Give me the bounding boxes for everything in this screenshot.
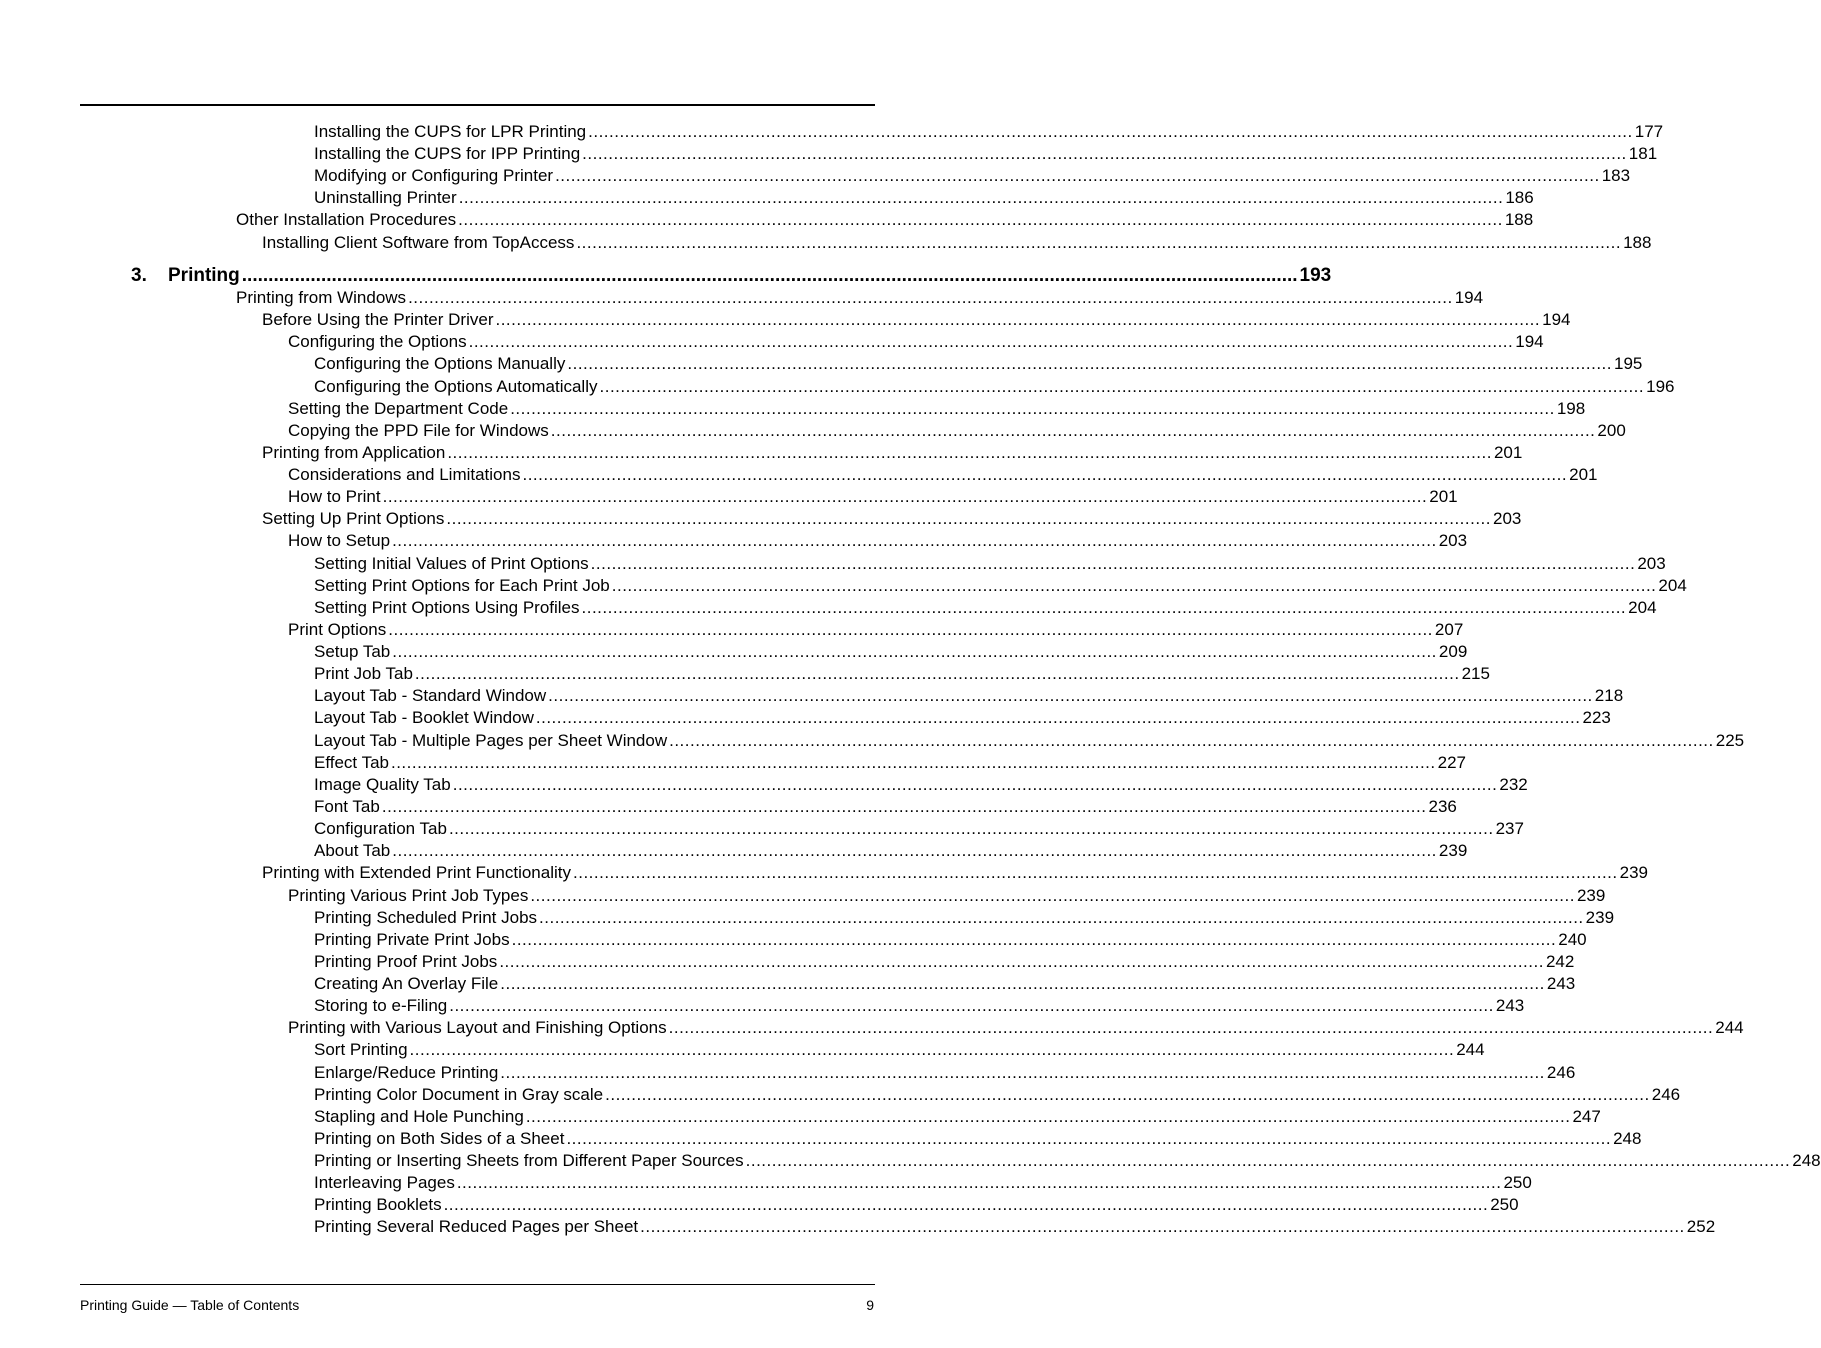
toc-entry[interactable] <box>314 1039 1485 1061</box>
dot-leader: ........................................................................................................................................................................................................ <box>495 310 1541 330</box>
toc-entry[interactable] <box>314 752 1466 774</box>
dot-leader: ........................................................................................................................................................................................................ <box>500 1062 1545 1082</box>
dot-leader: ........................................................................................................................................................................................................ <box>566 1128 1612 1148</box>
toc-entry[interactable] <box>288 398 1586 420</box>
dot-leader: ........................................................................................................................................................................................................ <box>567 354 1613 374</box>
toc-entry-title: Setting Print Options for Each Print Job <box>314 575 610 595</box>
toc-entry-page-number: 236 <box>1428 796 1457 816</box>
toc-entry-page-number: 196 <box>1646 376 1675 396</box>
toc-entry-title: Installing the CUPS for LPR Printing <box>314 122 587 141</box>
toc-entry-title: Printing with Various Layout and Finishing Options <box>288 1018 667 1038</box>
toc-entry[interactable] <box>314 641 1468 663</box>
toc-entry-page-number: 246 <box>1546 1062 1576 1082</box>
toc-entry-page-number: 203 <box>1493 509 1522 529</box>
chapter-page-number: 193 <box>1299 265 1332 286</box>
toc-entry-page-number: 201 <box>1493 442 1523 462</box>
dot-leader: ........................................................................................................................................................................................................ <box>590 553 1636 573</box>
toc-entry-title: Font Tab <box>314 796 380 816</box>
toc-entry-page-number: 247 <box>1572 1106 1601 1126</box>
toc-entry-title: Configuration Tab <box>314 819 447 839</box>
toc-entry[interactable] <box>314 1084 1681 1106</box>
toc-entry[interactable] <box>314 1172 1532 1194</box>
toc-entry-page-number: 183 <box>1601 166 1631 186</box>
toc-entry-page-number: 194 <box>1454 288 1484 307</box>
toc-entry-title: Copying the PPD File for Windows <box>288 420 549 440</box>
chapter-number: 3. <box>131 265 147 286</box>
footer-rule <box>80 1284 875 1285</box>
toc-entry-title: Printing Booklets <box>314 1195 442 1215</box>
toc-entry[interactable] <box>314 840 1468 862</box>
toc-entry-title: About Tab <box>314 841 391 861</box>
toc-entry[interactable] <box>314 1128 1642 1150</box>
toc-entry[interactable] <box>314 951 1575 973</box>
toc-entry[interactable] <box>262 442 1523 464</box>
toc-entry-page-number: 188 <box>1623 232 1652 252</box>
toc-entry[interactable] <box>288 885 1606 907</box>
toc-entry[interactable] <box>314 1194 1519 1216</box>
dot-leader: ........................................................................................................................................................................................................ <box>669 730 1714 750</box>
toc-entry[interactable] <box>314 973 1576 995</box>
dot-leader: ........................................................................................................................................................................................................ <box>581 597 1627 617</box>
toc-entry-page-number: 207 <box>1434 619 1464 639</box>
toc-entry-page-number: 218 <box>1594 686 1624 706</box>
toc-entry[interactable] <box>314 1106 1601 1128</box>
toc-entry[interactable] <box>314 1216 1716 1238</box>
toc-entry-title: Printing Proof Print Jobs <box>314 951 498 971</box>
toc-entry-page-number: 181 <box>1628 144 1658 164</box>
dot-leader: ........................................................................................................................................................................................................ <box>510 398 1555 418</box>
dot-leader: ........................................................................................................................................................................................................ <box>576 232 1622 252</box>
toc-entry-page-number: 237 <box>1495 819 1524 839</box>
dot-leader: ........................................................................................................................................................................................................ <box>468 332 1514 352</box>
toc-entry[interactable] <box>314 929 1587 951</box>
dot-leader: ........................................................................................................................................................................................................ <box>409 1040 1455 1060</box>
toc-entry[interactable] <box>314 995 1525 1017</box>
dot-leader: ........................................................................................................................................................................................................ <box>522 465 1568 485</box>
dot-leader: ........................................................................................................................................................................................................ <box>599 376 1645 396</box>
dot-leader: ........................................................................................................................................................................................................ <box>390 752 1436 772</box>
toc-entry-page-number: 243 <box>1495 996 1525 1016</box>
toc-entry-title: Layout Tab - Standard Window <box>314 686 547 706</box>
dot-leader: ........................................................................................................................................................................................................ <box>456 1173 1502 1193</box>
toc-entry-page-number: 252 <box>1686 1217 1716 1237</box>
dot-leader: ........................................................................................................................................................................................................ <box>550 420 1596 440</box>
toc-entry-page-number: 186 <box>1505 188 1534 208</box>
toc-entry-title: Printing from Windows <box>236 288 407 307</box>
toc-entry[interactable] <box>314 707 1611 729</box>
toc-entry[interactable] <box>314 353 1643 375</box>
toc-entry[interactable] <box>314 774 1528 796</box>
toc-entry-title: Setting the Department Code <box>288 398 509 418</box>
dot-leader: ........................................................................................................................................................................................................ <box>388 619 1433 639</box>
toc-entry-page-number: 250 <box>1490 1195 1519 1215</box>
toc-entry-page-number: 195 <box>1614 354 1643 374</box>
toc-entry-title: Effect Tab <box>314 752 389 772</box>
toc-entry[interactable] <box>314 818 1524 840</box>
toc-entry-page-number: 200 <box>1597 420 1626 440</box>
toc-entry-page-number: 177 <box>1634 122 1664 141</box>
toc-entry-page-number: 203 <box>1438 531 1468 551</box>
dot-leader: ........................................................................................................................................................................................................ <box>446 509 1492 529</box>
toc-entry-title: Printing Color Document in Gray scale <box>314 1084 604 1104</box>
toc-entry[interactable] <box>314 663 1490 685</box>
toc-entry-page-number: 209 <box>1438 642 1468 662</box>
chapter-heading[interactable] <box>131 263 1332 289</box>
toc-entry-title: Configuring the Options <box>288 332 467 352</box>
dot-leader: ........................................................................................................................................................................................................ <box>511 929 1557 949</box>
dot-leader: ........................................................................................................................................................................................................ <box>530 885 1575 905</box>
toc-entry-page-number: 239 <box>1619 863 1649 883</box>
dot-leader: ........................................................................................................................................................................................................ <box>573 863 1618 883</box>
toc-entry-title: Printing Scheduled Print Jobs <box>314 907 538 927</box>
toc-entry-title: Printing Several Reduced Pages per Sheet <box>314 1217 639 1237</box>
dot-leader: ........................................................................................................................................................................................................ <box>555 166 1600 186</box>
toc-entry-title: Configuring the Options Manually <box>314 354 566 374</box>
footer-page-number: 9 <box>866 1297 874 1313</box>
dot-leader: ........................................................................................................................................................................................................ <box>241 265 1298 286</box>
toc-entry[interactable] <box>288 530 1468 552</box>
toc-entry[interactable] <box>314 553 1666 575</box>
toc-entry-page-number: 244 <box>1456 1040 1485 1060</box>
toc-entry[interactable] <box>314 376 1675 398</box>
dot-leader: ........................................................................................................................................................................................................ <box>447 442 1492 462</box>
toc-entry-title: Sort Printing <box>314 1040 408 1060</box>
dot-leader: ........................................................................................................................................................................................................ <box>539 907 1584 927</box>
toc-entry-title: Printing Private Print Jobs <box>314 929 510 949</box>
toc-entry-title: Setting Print Options Using Profiles <box>314 597 580 617</box>
toc-entry-title: Creating An Overlay File <box>314 974 499 994</box>
dot-leader: ........................................................................................................................................................................................................ <box>535 708 1581 728</box>
toc-entry-title: How to Setup <box>288 531 391 551</box>
dot-leader: ........................................................................................................................................................................................................ <box>525 1106 1571 1126</box>
toc-entry-page-number: 240 <box>1558 929 1587 949</box>
toc-entry[interactable] <box>314 796 1457 818</box>
toc-entry-title: Setting Initial Values of Print Options <box>314 553 589 573</box>
toc-entry[interactable] <box>288 619 1464 641</box>
dot-leader: ........................................................................................................................................................................................................ <box>668 1018 1714 1038</box>
toc-entry-title: Installing the CUPS for IPP Printing <box>314 144 581 164</box>
toc-entry-title: Layout Tab - Booklet Window <box>314 708 534 728</box>
toc-entry-title: Setting Up Print Options <box>262 509 445 529</box>
toc-entry-page-number: 204 <box>1628 597 1657 617</box>
toc-entry[interactable] <box>288 486 1458 508</box>
toc-entry-page-number: 194 <box>1542 310 1571 330</box>
dot-leader: ........................................................................................................................................................................................................ <box>499 951 1544 971</box>
dot-leader: ........................................................................................................................................................................................................ <box>640 1217 1685 1237</box>
toc-entry-title: Considerations and Limitations <box>288 465 521 485</box>
toc-entry-title: Printing on Both Sides of a Sheet <box>314 1128 565 1148</box>
toc-entry[interactable] <box>314 187 1534 209</box>
toc-entry-page-number: 242 <box>1545 951 1575 971</box>
dot-leader: ........................................................................................................................................................................................................ <box>458 210 1503 230</box>
dot-leader: ........................................................................................................................................................................................................ <box>611 575 1657 595</box>
toc-entry[interactable] <box>314 730 1745 752</box>
toc-entry[interactable] <box>288 331 1544 353</box>
toc-entry-title: Other Installation Procedures <box>236 210 457 230</box>
dot-leader: ........................................................................................................................................................................................................ <box>452 774 1498 794</box>
toc-entry-page-number: 188 <box>1504 210 1534 230</box>
dot-leader: ........................................................................................................................................................................................................ <box>449 996 1494 1016</box>
toc-entry-title: Print Job Tab <box>314 664 413 684</box>
toc-entry[interactable] <box>262 508 1522 530</box>
toc-entry-page-number: 198 <box>1556 398 1586 418</box>
toc-entry-title: How to Print <box>288 487 381 507</box>
dot-leader: ........................................................................................................................................................................................................ <box>414 664 1460 684</box>
toc-entry-title: Configuring the Options Automatically <box>314 376 598 396</box>
toc-entry-page-number: 239 <box>1585 907 1615 927</box>
toc-entry-page-number: 215 <box>1461 664 1490 684</box>
toc-entry-title: Storing to e-Filing <box>314 996 448 1016</box>
toc-entry-title: Printing or Inserting Sheets from Different Paper Sources <box>314 1151 744 1171</box>
footer-title: Printing Guide — Table of Contents <box>80 1297 300 1313</box>
toc-entry[interactable] <box>262 862 1649 884</box>
toc-entry-title: Print Options <box>288 619 387 639</box>
toc-entry-page-number: 239 <box>1576 885 1606 905</box>
toc-entry[interactable] <box>314 685 1624 707</box>
chapter-title: Printing <box>168 265 240 286</box>
toc-entry[interactable] <box>288 420 1626 442</box>
toc-entry[interactable] <box>314 597 1657 619</box>
toc-entry[interactable] <box>314 165 1631 187</box>
toc-entry-title: Setup Tab <box>314 642 391 662</box>
dot-leader: ........................................................................................................................................................................................................ <box>582 144 1627 164</box>
dot-leader: ........................................................................................................................................................................................................ <box>392 531 1437 551</box>
toc-entry-title: Printing from Application <box>262 442 446 462</box>
toc-entry-page-number: 201 <box>1569 465 1598 485</box>
toc-entry-title: Interleaving Pages <box>314 1173 455 1193</box>
toc-entry[interactable] <box>262 232 1652 254</box>
dot-leader: ........................................................................................................................................................................................................ <box>605 1084 1650 1104</box>
dot-leader: ........................................................................................................................................................................................................ <box>382 487 1428 507</box>
toc-entry-title: Uninstalling Printer <box>314 188 457 208</box>
toc-entry-page-number: 232 <box>1499 774 1528 794</box>
toc-entry-page-number: 203 <box>1637 553 1666 573</box>
toc-entry-title: Image Quality Tab <box>314 774 451 794</box>
toc-entry-page-number: 244 <box>1715 1018 1744 1038</box>
toc-entry-page-number: 194 <box>1515 332 1544 352</box>
toc-entry-title: Printing with Extended Print Functionality <box>262 863 571 883</box>
toc-entry[interactable] <box>314 121 1664 143</box>
toc-entry[interactable] <box>236 287 1484 309</box>
toc-entry-title: Modifying or Configuring Printer <box>314 166 554 186</box>
toc-entry-page-number: 243 <box>1546 974 1576 994</box>
toc-entry[interactable] <box>314 143 1658 165</box>
toc-entry-title: Layout Tab - Multiple Pages per Sheet Window <box>314 730 668 750</box>
toc-entry-title: Stapling and Hole Punching <box>314 1106 524 1126</box>
dot-leader: ........................................................................................................................................................................................................ <box>500 974 1545 994</box>
toc-entry-page-number: 248 <box>1792 1151 1821 1171</box>
toc-entry-title: Before Using the Printer Driver <box>262 310 494 330</box>
toc-entry-page-number: 248 <box>1613 1128 1642 1148</box>
toc-entry-page-number: 250 <box>1503 1173 1532 1193</box>
toc-entry-title: Enlarge/Reduce Printing <box>314 1062 499 1082</box>
toc-entry-page-number: 223 <box>1582 708 1611 728</box>
toc-entry[interactable] <box>262 309 1571 331</box>
toc-entry-page-number: 204 <box>1658 575 1687 595</box>
dot-leader: ........................................................................................................................................................................................................ <box>392 642 1437 662</box>
dot-leader: ........................................................................................................................................................................................................ <box>381 796 1427 816</box>
dot-leader: ........................................................................................................................................................................................................ <box>588 122 1633 141</box>
dot-leader: ........................................................................................................................................................................................................ <box>448 819 1494 839</box>
toc-entry-page-number: 225 <box>1715 730 1745 750</box>
toc-entry[interactable] <box>288 1017 1744 1039</box>
toc-entry[interactable] <box>314 907 1615 929</box>
toc-entry[interactable] <box>314 575 1687 597</box>
toc-entry-title: Printing Various Print Job Types <box>288 885 529 905</box>
toc-entry-title: Installing Client Software from TopAccess <box>262 232 575 252</box>
dot-leader: ........................................................................................................................................................................................................ <box>392 841 1437 861</box>
dot-leader: ........................................................................................................................................................................................................ <box>408 288 1453 307</box>
dot-leader: ........................................................................................................................................................................................................ <box>745 1151 1791 1171</box>
dot-leader: ........................................................................................................................................................................................................ <box>443 1195 1489 1215</box>
dot-leader: ........................................................................................................................................................................................................ <box>458 188 1504 208</box>
toc-entry-page-number: 239 <box>1438 841 1468 861</box>
toc-entry-page-number: 246 <box>1651 1084 1681 1104</box>
toc-entry-page-number: 227 <box>1437 752 1466 772</box>
toc-entry[interactable] <box>236 209 1534 231</box>
toc-entry[interactable] <box>314 1150 1821 1172</box>
toc-entry-page-number: 201 <box>1429 487 1458 507</box>
toc-entry[interactable] <box>314 1062 1576 1084</box>
toc-entry[interactable] <box>288 464 1598 486</box>
dot-leader: ........................................................................................................................................................................................................ <box>548 686 1593 706</box>
